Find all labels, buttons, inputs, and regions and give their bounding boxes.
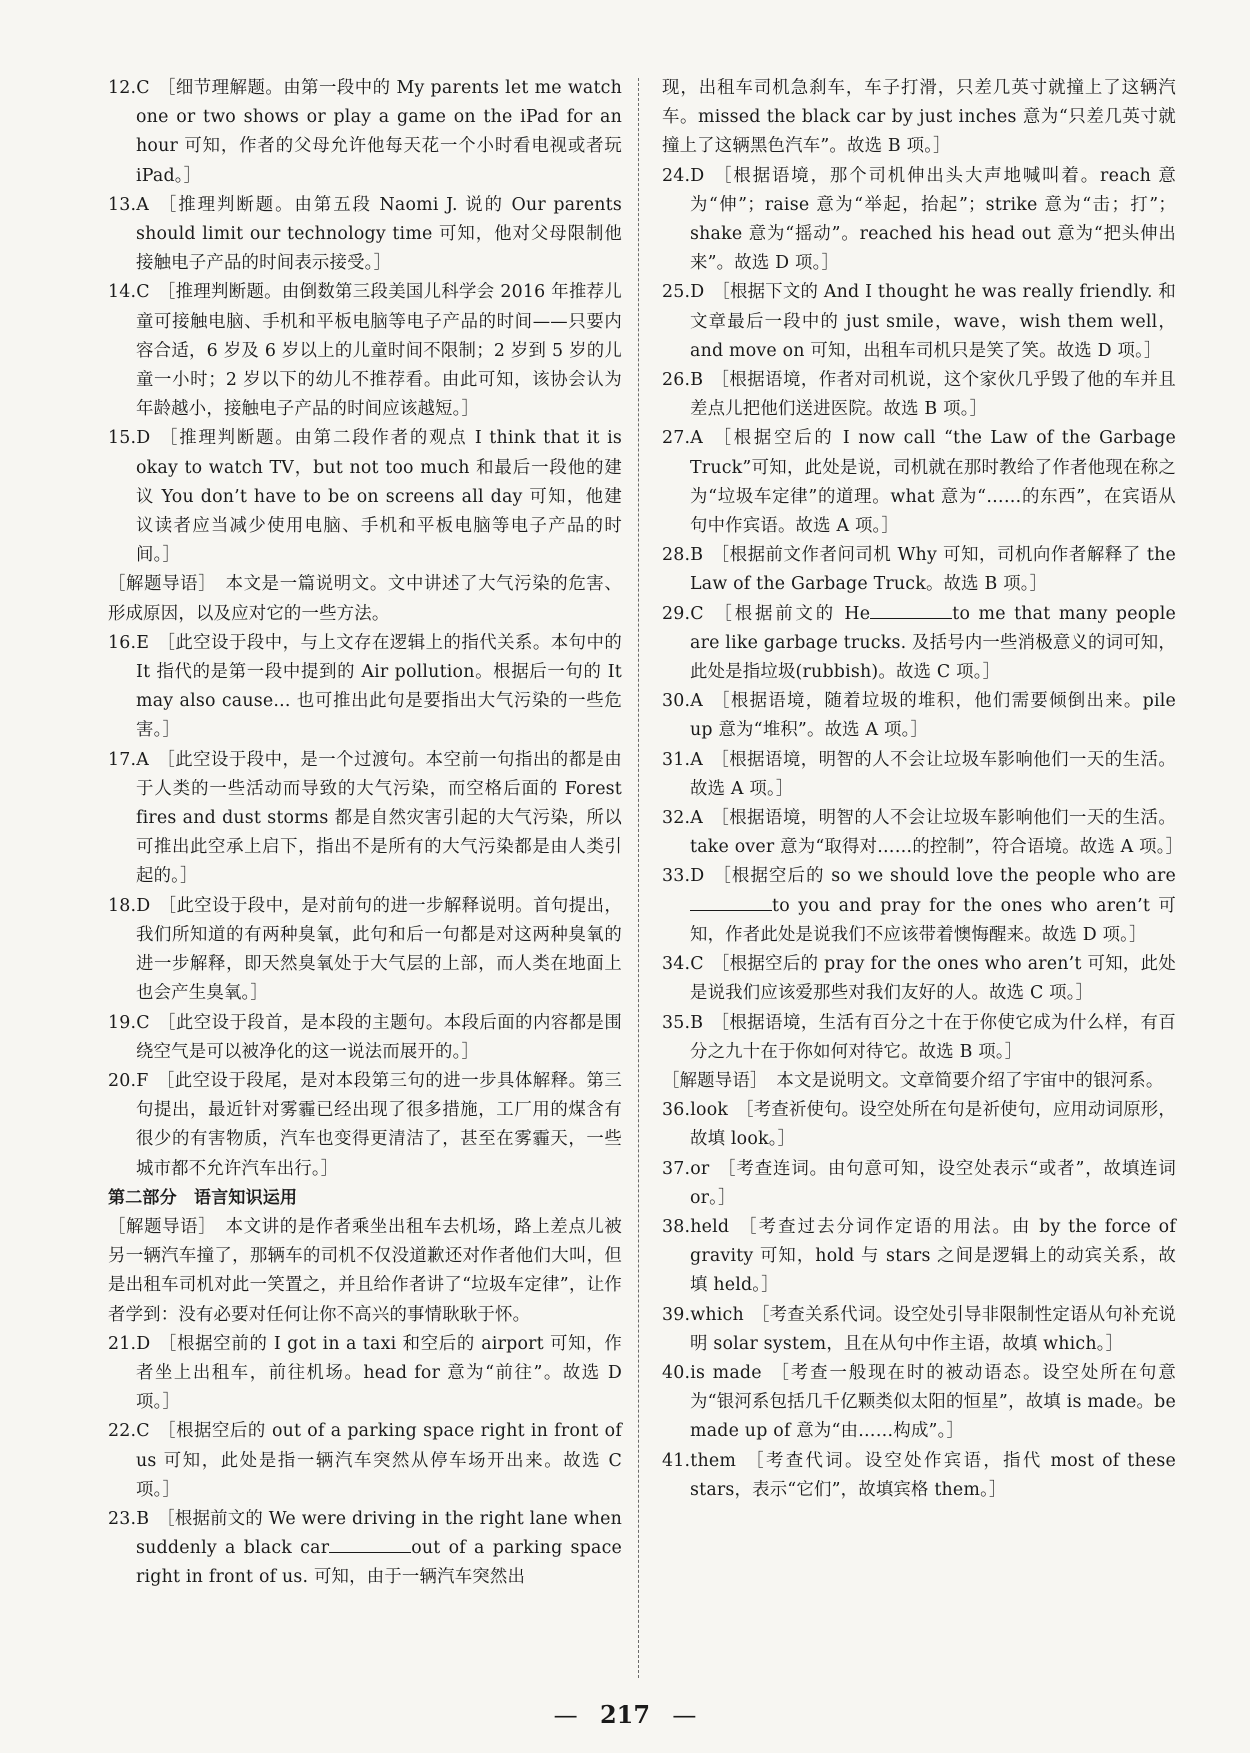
answer-number: 23.B [108, 1508, 150, 1529]
answer-text: ［考查关系代词。设空处引导非限制性定语从句补充说明 solar system，且在从句中作主语，故填 which。］ [690, 1304, 1176, 1354]
answer-continuation: 现，出租车司机急刹车，车子打滑，只差几英寸就撞上了这辆汽车。missed the black car by just inches 意为“只差几英寸就撞上了这辆黑色汽车”。故选 B 项。］ [662, 78, 1176, 157]
answer-text: ［根据下文的 And I thought he was really friendly. 和文章最后一段中的 just smile，wave，wish them well，and move on 可知，出租车司机只是笑了笑。故选 D 项。］ [690, 282, 1176, 361]
answer-entry [662, 746, 1176, 804]
answer-text: ［根据前文作者问司机 Why 可知，司机向作者解释了 the Law of the Garbage Truck。故选 B 项。］ [690, 545, 1176, 595]
answer-entry [662, 1359, 1176, 1447]
answer-entry [662, 162, 1176, 279]
answer-entry [108, 1067, 622, 1184]
answer-entry [108, 1009, 622, 1067]
answer-entry [662, 1213, 1176, 1301]
footer-dash-left: — [553, 1701, 578, 1729]
answer-number: 17.A [108, 749, 150, 770]
fill-in-blank [690, 896, 772, 911]
left-column [108, 74, 622, 1593]
answer-entry [108, 424, 622, 570]
answer-number: 32.A [662, 808, 704, 829]
answer-entry [108, 1330, 622, 1418]
fill-in-blank [329, 1538, 411, 1553]
answer-entry [108, 892, 622, 1009]
answer-entry [108, 629, 622, 746]
answer-text: to me that many people are like garbage trucks. 及括号内一些消极意义的词可知，此处是指垃圾(rubbish)。故选 C 项。］ [690, 603, 1176, 683]
answer-number: 12.C [108, 78, 150, 98]
answer-text: ［此空设于段中，与上文存在逻辑上的指代关系。本句中的 It 指代的是第一段中提到的 Air pollution。根据后一句的 It may also cause... 也可推出此句是要指出大气污染的一些危害。］ [136, 632, 622, 741]
answer-number: 28.B [662, 545, 704, 566]
answer-text: ［推理判断题。由倒数第三段美国儿科学会 2016 年推荐儿童可接触电脑、手机和平板电脑等电子产品的时间——只要内容合适，6 岁及 6 岁以上的儿童时间不限制；2 岁到 5 岁的儿童一小时；2 岁以下的幼儿不推荐看。由此可知，该协会认为年龄越小，接触电子产品的时间应该越短。］ [136, 282, 622, 420]
answer-entry [108, 74, 622, 191]
answer-text: ［根据语境，作者对司机说，这个家伙几乎毁了他的车并且差点儿把他们送进医院。故选 B 项。］ [690, 370, 1176, 420]
answer-number: 16.E [108, 632, 150, 653]
answer-text: ［此空设于段中，是对前句的进一步解释说明。首句提出，我们所知道的有两种臭氧，此句和后一句都是对这两种臭氧的进一步解释，即天然臭氧处于大气层的上部，而人类在地面上也会产生臭氧。］ [136, 895, 622, 1004]
answer-text: ［根据前文的 We were driving in the right lane when suddenly a black car [136, 1508, 622, 1559]
answer-number: 18.D [108, 895, 151, 916]
answer-entry [662, 862, 1176, 950]
answer-number: 33.D [662, 866, 705, 887]
answer-entry [108, 746, 622, 892]
answer-entry [662, 1155, 1176, 1213]
answer-entry [662, 1447, 1176, 1505]
answer-number: 37.or [662, 1158, 710, 1179]
right-column [662, 74, 1184, 1505]
answer-text: ［根据语境，明智的人不会让垃圾车影响他们一天的生活。take over 意为“取得对……的控制”，符合语境。故选 A 项。］ [690, 808, 1184, 858]
answer-text: ［推理判断题。由第五段 Naomi J. 说的 Our parents should limit our technology time 可知，他对父母限制他接触电子产品的时间表示接受。］ [136, 194, 622, 274]
answer-number: 22.C [108, 1421, 150, 1442]
answer-text: ［考查祈使句。设空处所在句是祈使句，应用动词原形，故填 look。］ [690, 1100, 1176, 1150]
answer-text: ［此空设于段中，是一个过渡句。本空前一句指出的都是由于人类的一些活动而导致的大气污染，而空格后面的 Forest fires and dust storms 都是自然灾害引起的大气污染，所以可推出此空承上启下，指出不是所有的大气污染都是由人类引起的。］ [136, 749, 622, 887]
answer-entry [662, 687, 1176, 745]
answer-number: 35.B [662, 1012, 704, 1033]
guide-paragraph: ［解题导语］ 本文是说明文。文章简要介绍了宇宙中的银河系。 [662, 1070, 1164, 1091]
answer-entry [108, 1505, 622, 1593]
section-heading: 第二部分 语言知识运用 [108, 1187, 298, 1208]
answer-number: 40.is made [662, 1362, 762, 1383]
column-divider [638, 78, 639, 1678]
answer-text: ［此空设于段尾，是对本段第三句的进一步具体解释。第三句提出，最近针对雾霾已经出现了很多措施，工厂用的煤含有很少的有害物质，汽车也变得更清洁了，甚至在雾霾天，一些城市都不允许汽车出行。］ [136, 1070, 622, 1179]
answer-text: out of a parking space right in front of us. 可知，由于一辆汽车突然出 [136, 1538, 623, 1588]
answer-entry [108, 1417, 622, 1505]
answer-text: ［根据语境，那个司机伸出头大声地喊叫着。reach 意为“伸”；raise 意为“举起，抬起”；strike 意为“击；打”；shake 意为“摇动”。reached his head out 意为“把头伸出来”。故选 D 项。］ [690, 165, 1176, 274]
answer-text: ［推理判断题。由第二段作者的观点 I think that it is okay to watch TV，but not too much 和最后一段他的建议 You don’t have to be on screens all day 可知，他建议读者应当减少使用电脑、手机和平板电脑等电子产品的时间。］ [136, 428, 622, 566]
answer-number: 36.look [662, 1100, 729, 1121]
answer-number: 39.which [662, 1304, 744, 1325]
answer-number: 34.C [662, 954, 704, 975]
answer-text: ［根据空后的 I now call “the Law of the Garbage Truck”可知，此处是说，司机就在那时教给了作者他现在称之为“垃圾车定律”的道理。what 意为“……的东西”，在宾语从句中作宾语。故选 A 项。］ [690, 428, 1176, 537]
answer-entry [108, 191, 622, 279]
answer-text: ［考查一般现在时的被动语态。设空处所在句意为“银河系包括几千亿颗类似太阳的恒星”，故填 is made。be made up of 意为“由……构成”。］ [690, 1362, 1176, 1442]
answer-text: ［根据空前的 I got in a taxi 和空后的 airport 可知，作者坐上出租车，前往机场。head for 意为“前往”。故选 D 项。］ [136, 1333, 622, 1413]
answer-number: 27.A [662, 428, 704, 449]
page-footer [0, 1700, 1250, 1729]
answer-text: ［根据前文的 He [711, 603, 871, 624]
guide-paragraph: ［解题导语］ 本文是一篇说明文。文中讲述了大气污染的危害、形成原因，以及应对它的一些方法。 [108, 574, 622, 624]
answer-text: ［考查连词。由句意可知，设空处表示“或者”，故填连词 or。］ [690, 1158, 1176, 1208]
answer-number: 38.held [662, 1216, 730, 1237]
answer-number: 25.D [662, 282, 705, 303]
answer-entry [662, 1301, 1176, 1359]
answer-number: 15.D [108, 428, 151, 449]
answer-text: ［考查过去分词作定语的用法。由 by the force of gravity 可知，hold 与 stars 之间是逻辑上的动宾关系，故填 held。］ [690, 1216, 1176, 1296]
answer-text: to you and pray for the ones who aren’t 可知，作者此处是说我们不应该带着懊悔醒来。故选 D 项。］ [690, 895, 1176, 945]
answer-number: 13.A [108, 194, 150, 215]
answer-text: ［根据空后的 pray for the ones who aren’t 可知，此处是说我们应该爱那些对我们友好的人。故选 C 项。］ [690, 954, 1176, 1004]
answer-entry [662, 1009, 1176, 1067]
answer-number: 31.A [662, 749, 704, 770]
answer-entry [662, 541, 1176, 599]
answer-text: ［此空设于段首，是本段的主题句。本段后面的内容都是围绕空气是可以被净化的这一说法而展开的。］ [136, 1012, 622, 1062]
answer-number: 41.them [662, 1450, 737, 1471]
answer-number: 19.C [108, 1012, 150, 1033]
answer-text: ［根据语境，明智的人不会让垃圾车影响他们一天的生活。故选 A 项。］ [690, 749, 1176, 799]
answer-number: 30.A [662, 691, 704, 712]
answer-number: 21.D [108, 1333, 151, 1354]
answer-number: 29.C [662, 603, 704, 624]
answer-entry [108, 278, 622, 424]
answer-text: ［根据空后的 out of a parking space right in front of us 可知，此处是指一辆汽车突然从停车场开出来。故选 C 项。］ [136, 1421, 622, 1500]
guide-paragraph: ［解题导语］ 本文讲的是作者乘坐出租车去机场，路上差点儿被另一辆汽车撞了，那辆车的司机不仅没道歉还对作者他们大叫，但是出租车司机对此一笑置之，并且给作者讲了“垃圾车定律”，让作者学到：没有必要对任何让你不高兴的事情耿耿于怀。 [108, 1216, 622, 1325]
answer-text: ［根据空后的 so we should love the people who are [712, 866, 1176, 887]
answer-text: ［考查代词。设空处作宾语，指代 most of these stars，表示“它们”，故填宾格 them。］ [690, 1450, 1176, 1500]
footer-dash-right: — [672, 1701, 697, 1729]
page-number: 217 [599, 1700, 651, 1729]
answer-text: ［细节理解题。由第一段中的 My parents let me watch one or two shows or play a game on the iPad for an hour 可知，作者的父母允许他每天花一个小时看电视或者玩 iPad。］ [136, 78, 622, 186]
fill-in-blank [870, 604, 952, 619]
answer-entry [662, 1096, 1176, 1154]
answer-entry [662, 804, 1184, 862]
answer-number: 14.C [108, 282, 150, 303]
answer-text: ［根据语境，生活有百分之十在于你使它成为什么样，有百分之九十在于你如何对待它。故选 B 项。］ [690, 1012, 1176, 1062]
answer-number: 26.B [662, 370, 704, 391]
answer-number: 20.F [108, 1070, 149, 1091]
answer-entry [662, 600, 1176, 688]
answer-text: ［根据语境，随着垃圾的堆积，他们需要倾倒出来。pile up 意为“堆积”。故选 A 项。］ [690, 691, 1176, 741]
answer-entry [662, 278, 1176, 366]
answer-entry [662, 366, 1176, 424]
answer-entry [662, 950, 1176, 1008]
answer-entry [662, 424, 1176, 541]
answer-number: 24.D [662, 165, 705, 186]
